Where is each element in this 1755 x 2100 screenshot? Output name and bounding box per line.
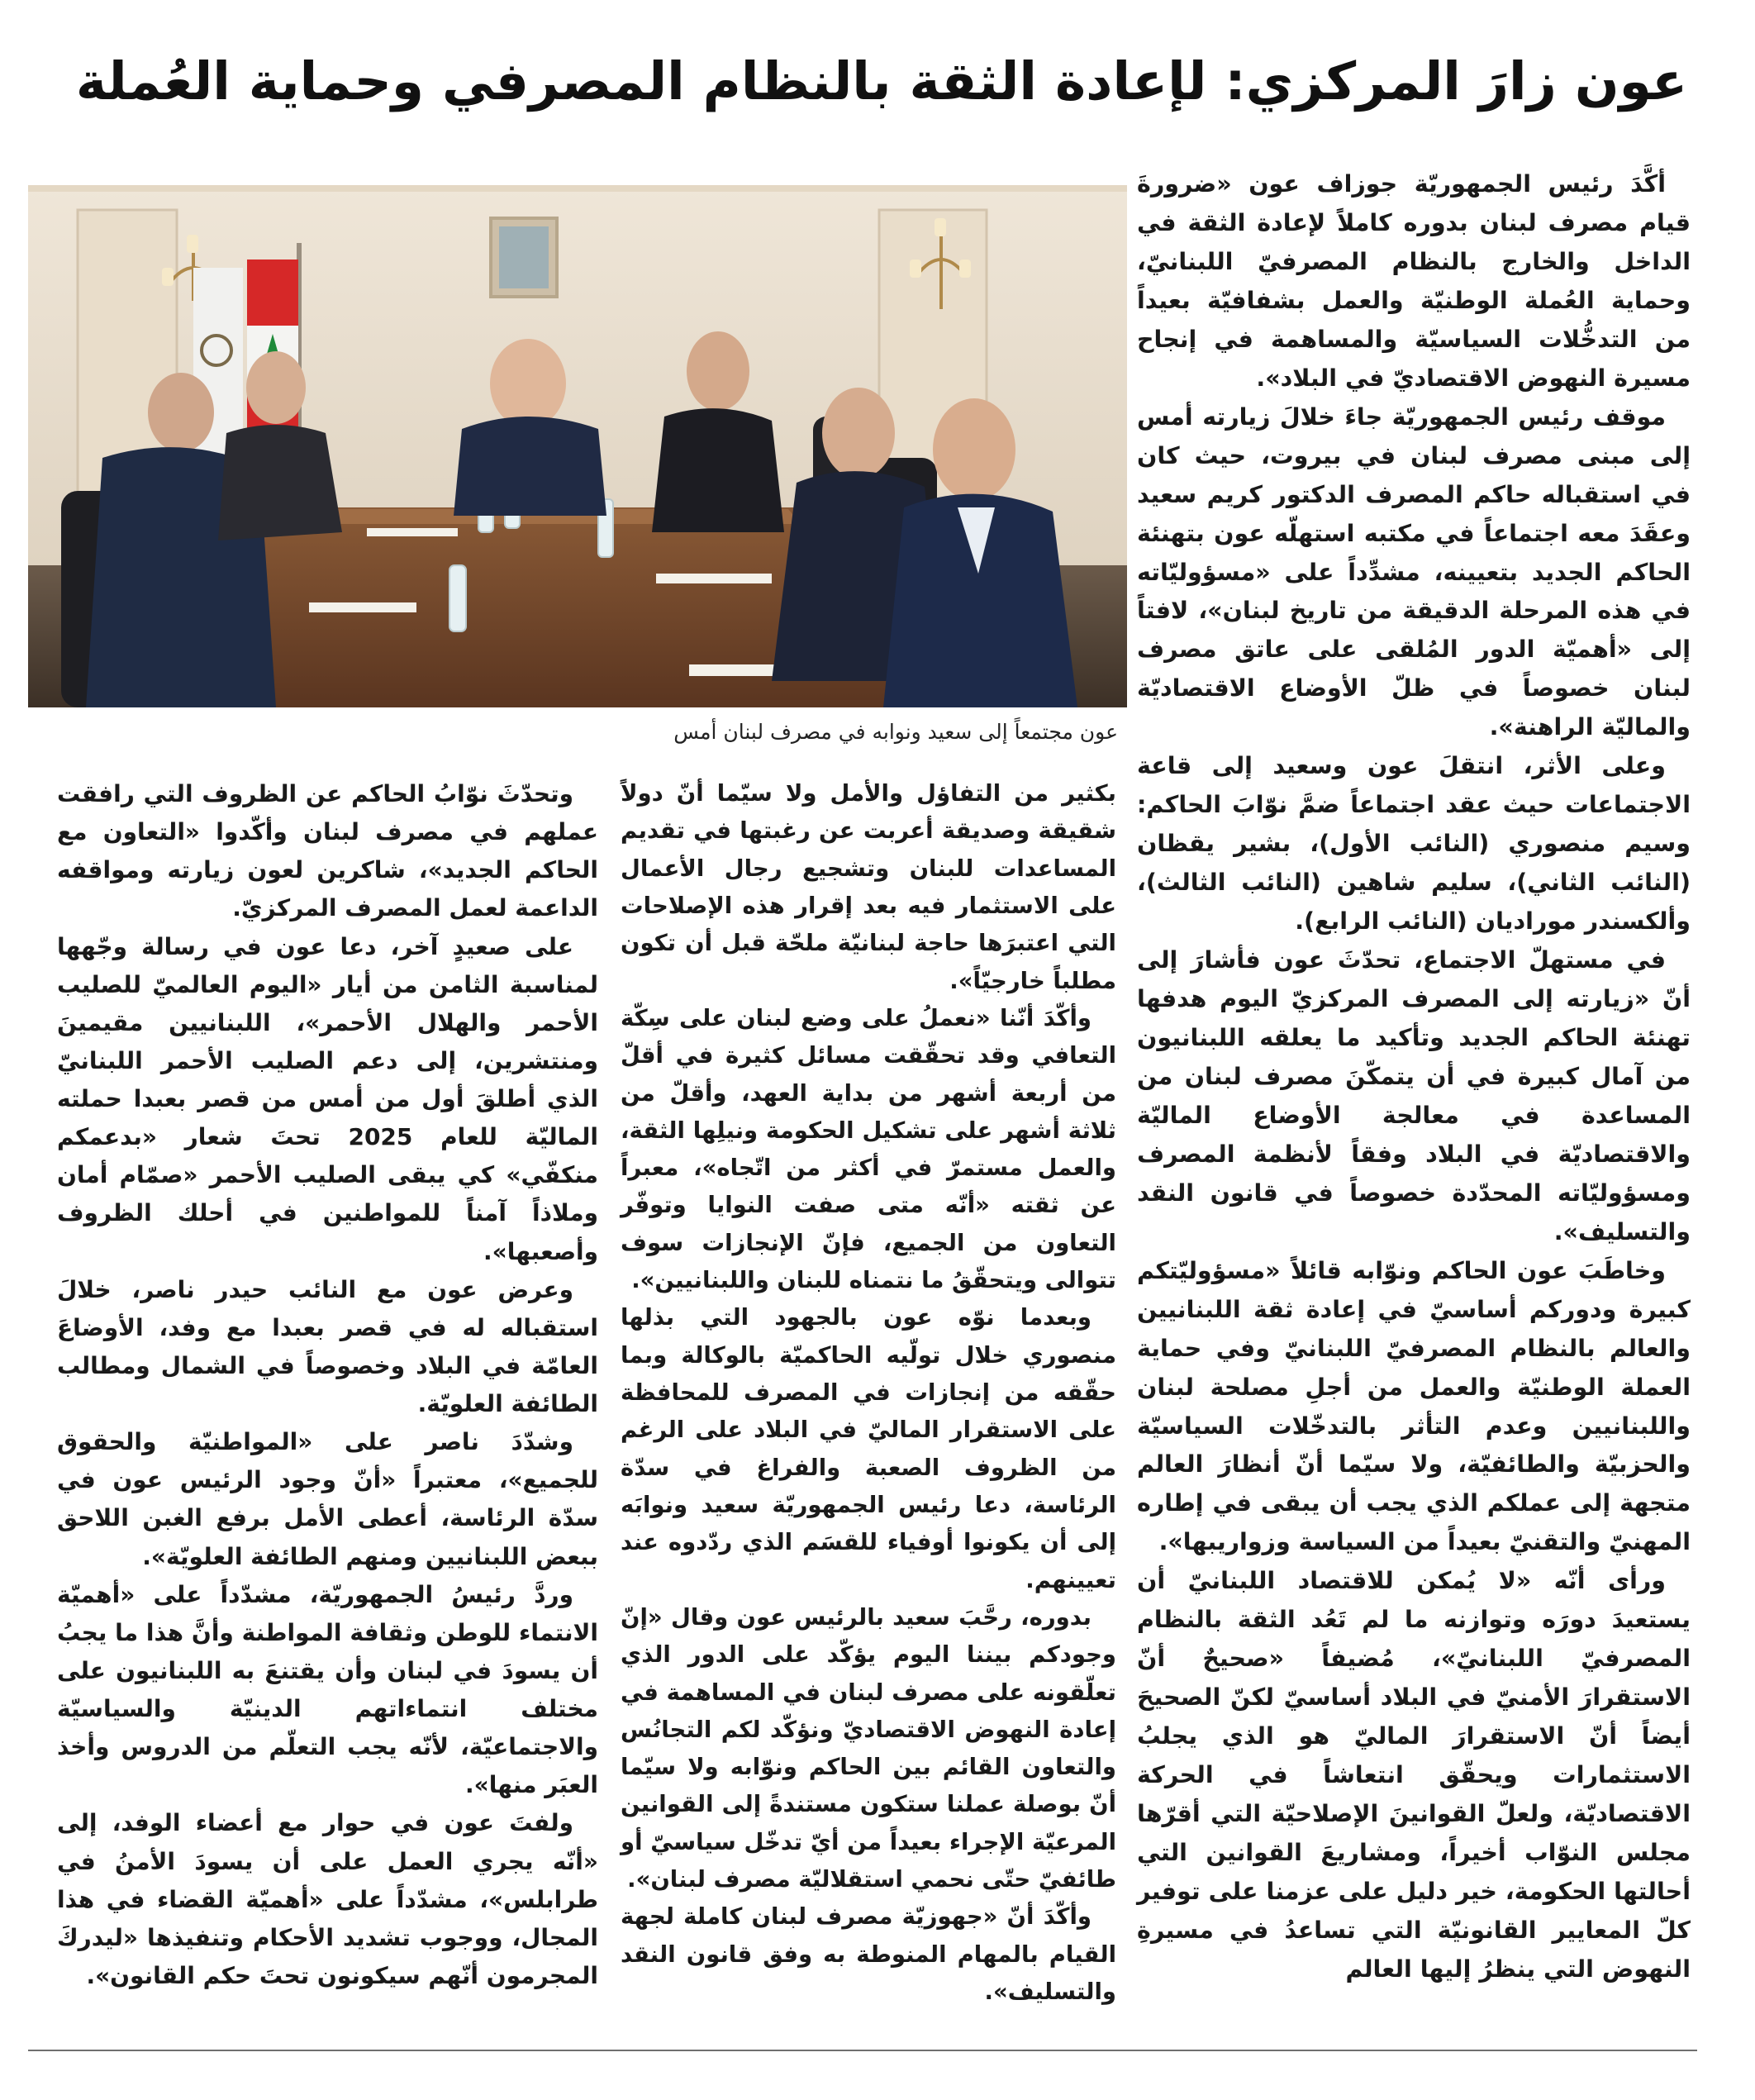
paragraph: في مستهلّ الاجتماع، تحدّثَ عون فأشارَ إلى أنّ «زيارته إلى المصرف المركزيّ اليوم هدفها تهنئة الحاكم الجديد وتأكيد ما يعلقه اللبنانيون من آمال كبيرة في أن يتمكّنَ مصرف لبنان من المساعدة في معالجة الأوضاع الماليّة والاقتصاديّة في البلاد وفقاً لأنظمة المصرف ومسؤوليّاته المحدّدة خصوصاً في قانون النقد والتسليف». (1137, 946, 1691, 1245)
paragraph: وردَّ رئيسُ الجمهوريّة، مشدّداً على «أهميّة الانتماء للوطن وثقافة المواطنة وأنَّ هذا ما يجبُ أن يسودَ في لبنان وأن يقتنعَ به اللبنانيون على مختلف انتماءاتهم الدينيّة والسياسيّة والاجتماعيّة، لأنّه يجب التعلّم من الدروس وأخذ العبَر منها». (57, 1580, 598, 1799)
next-article-cutoff (28, 2066, 1697, 2100)
paragraph: بكثير من التفاؤل والأمل ولا سيّما أنّ دولاً شقيقة وصديقة أعربت عن رغبتها في تقديم المساعدات للبنان وتشجيع رجال الأعمال على الاستثمار فيه بعد إقرار هذه الإصلاحات التي اعتبرَها حاجة لبنانيّة ملحّة قبل أن تكون مطلباً خارجيّاً». (621, 780, 1116, 994)
article-column-left (57, 775, 598, 2015)
article-column-right (1137, 165, 1691, 2017)
headline: عون زارَ المركزي: لإعادة الثقة بالنظام المصرفي وحماية العُملة (75, 51, 1688, 112)
paragraph: وتحدّثَ نوّابُ الحاكم عن الظروف التي رافقت عملهم في مصرف لبنان وأكّدوا «التعاون مع الحاكم الجديد»، شاكرين لعون زيارته ومواقفه الداعمة لعمل المصرف المركزيّ. (57, 780, 598, 922)
paragraph: وأكّدَ أنّ «جهوزيّة مصرف لبنان كاملة لجهة القيام بالمهام المنوطة به وفق قانون النقد والتسليف». (621, 1903, 1116, 2005)
paragraph: ولفتَ عون في حوار مع أعضاء الوفد، إلى «أنّه يجري العمل على أن يسودَ الأمنُ في طرابلس»، مشدّداً على «أهميّة القضاء في هذا المجال، ووجوب تشديد الأحكام وتنفيذها «ليدركَ المجرمون أنّهم سيكونون تحتَ حكم القانون». (57, 1809, 598, 1989)
article-column-middle (621, 775, 1116, 2015)
meeting-photo (28, 185, 1127, 707)
paragraph: وعلى الأثر، انتقلَ عون وسعيد إلى قاعة الاجتماعات حيث عقد اجتماعاً ضمَّ نوّابَ الحاكم: وسيم منصوري (النائب الأول)، بشير يقظان (النائب الثاني)، سليم شاهين (النائب الثالث)، وألكسندر موراديان (النائب الرابع). (1137, 752, 1691, 936)
paragraph: وبعدما نوّه عون بالجهود التي بذلها منصوري خلال تولّيه الحاكميّة بالوكالة وبما حقّقه من إنجازات في المصرف للمحافظة على الاستقرار الماليّ في البلاد على الرغم من الظروف الصعبة والفراغ في سدّة الرئاسة، دعا رئيس الجمهوريّة سعيد ونوابَه إلى أن يكونوا أوفياء للقسَم الذي ردّدوه عند تعيينهم. (621, 1304, 1116, 1593)
paragraph: أكَّدَ رئيس الجمهوريّة جوزاف عون «ضرورةَ قيام مصرف لبنان بدوره كاملاً لإعادة الثقة في الداخل والخارج بالنظام المصرفيّ اللبنانيّ، وحماية العُملة الوطنيّة والعمل بشفافيّة بعيداً من التدخُّلات السياسيّة والمساهمة في إنجاح مسيرة النهوض الاقتصاديّ في البلاد». (1137, 170, 1691, 392)
paragraph: بدوره، رحَّبَ سعيد بالرئيس عون وقال «إنّ وجودكم بيننا اليوم يؤكّد على الدور الذي تعلّقونه على مصرف لبنان في المساهمة في إعادة النهوض الاقتصاديّ ونؤكّد لكم التجانُس والتعاون القائم بين الحاكم ونوّابه ولا سيّما أنّ بوصلة عملنا ستكون مستندةً إلى القوانين المرعيّة الإجراء بعيداً من أيّ تدخّل سياسيّ أو طائفيّ حتّى نحمي استقلاليّة مصرف لبنان». (621, 1603, 1116, 1893)
paragraph: وأكّدَ أنّنا «نعملُ على وضع لبنان على سِكّة التعافي وقد تحقّقت مسائل كثيرة في أقلّ من أربعة أشهر من بداية العهد، وأقلّ من ثلاثة أشهر على تشكيل الحكومة ونيلِها الثقة، والعمل مستمرّ في أكثر من اتّجاه»، معبراً عن ثقته «أنّه متى صفت النوايا وتوفّر التعاون من الجميع، فإنّ الإنجازات سوف تتوالى ويتحقّقُ ما نتمناه للبنان واللبنانيين». (621, 1004, 1116, 1294)
paragraph: وخاطَبَ عون الحاكم ونوّابه قائلاً «مسؤوليّتكم كبيرة ودوركم أساسيّ في إعادة ثقة اللبنانيين والعالم بالنظام المصرفيّ اللبنانيّ وفي حماية العملة الوطنيّة والعمل من أجلِ مصلحة لبنان واللبنانيين وعدم التأثر بالتدخّلات السياسيّة والحزبيّة والطائفيّة، ولا سيّما أنّ أنظارَ العالم متجهة إلى عملكم الذي يجب أن يبقى في إطاره المهنيّ والتقنيّ بعيداً من السياسة وزواريبها». (1137, 1256, 1691, 1556)
meeting-photo-icon (28, 185, 1127, 707)
paragraph: وشدّدَ ناصر على «المواطنيّة والحقوق للجميع»، معتبراً «أنّ وجود الرئيس عون في سدّة الرئاسة، أعطى الأمل برفع الغبن اللاحق ببعض اللبنانيين ومنهم الطائفة العلويّة». (57, 1428, 598, 1570)
paragraph: موقف رئيس الجمهوريّة جاءَ خلالَ زيارته أمس إلى مبنى مصرف لبنان في بيروت، حيث كان في استقباله حاكم المصرف الدكتور كريم سعيد وعقَدَ معه اجتماعاً في مكتبه استهلّه عون بتهنئة الحاكم الجديد بتعيينه، مشدِّداً على «مسؤوليّاته في هذه المرحلة الدقيقة من تاريخ لبنان»، لافتاً إلى «أهميّة الدور المُلقى على عاتق مصرف لبنان خصوصاً في ظلّ الأوضاع الاقتصاديّة والماليّة الراهنة». (1137, 402, 1691, 741)
paragraph: على صعيدٍ آخر، دعا عون في رسالة وجّهها لمناسبة الثامن من أيار «اليوم العالميّ للصليب الأحمر والهلال الأحمر»، اللبنانيين مقيمينَ ومنتشرين، إلى دعم الصليب الأحمر اللبنانيّ الذي أطلقَ أول من أمس من قصر بعبدا حملته الماليّة للعام 2025 تحتَ شعار «بدعمكم منكفّي» كي يبقى الصليب الأحمر «صمّام أمان وملاذاً آمناً للمواطنين في أحلك الظروف وأصعبها». (57, 932, 598, 1265)
paragraph: وعرض عون مع النائب حيدر ناصر، خلالَ استقباله له في قصر بعبدا مع وفد، الأوضاعَ العامّة في البلاد وخصوصاً في الشمال ومطالب الطائفة العلويّة. (57, 1275, 598, 1417)
photo-caption: عون مجتمعاً إلى سعيد ونوابه في مصرف لبنان أمس (673, 720, 1118, 744)
section-divider (28, 2050, 1697, 2051)
paragraph: ورأى أنّه «لا يُمكن للاقتصاد اللبنانيّ أن يستعيدَ دورَه وتوازنه ما لم تَعُد الثقة بالنظام المصرفيّ اللبنانيّ»، مُضيفاً «صحيحٌ أنّ الاستقرارَ الأمنيّ في البلاد أساسيّ لكنّ الصحيحَ أيضاً أنّ الاستقرارَ الماليّ هو الذي يجلبُ الاستثمارات ويحقّق انتعاشاً في الحركة الاقتصاديّة، ولعلّ القوانينَ الإصلاحيّة التي أقرّها مجلس النوّاب أخيراً، ومشاريعَ القوانين التي أحالتها الحكومة، خير دليل على عزمنا على توفير كلّ المعايير القانونيّة التي تساعدُ في مسيرةِ النهوض التي ينظرُ إليها العالم (1137, 1567, 1691, 1983)
